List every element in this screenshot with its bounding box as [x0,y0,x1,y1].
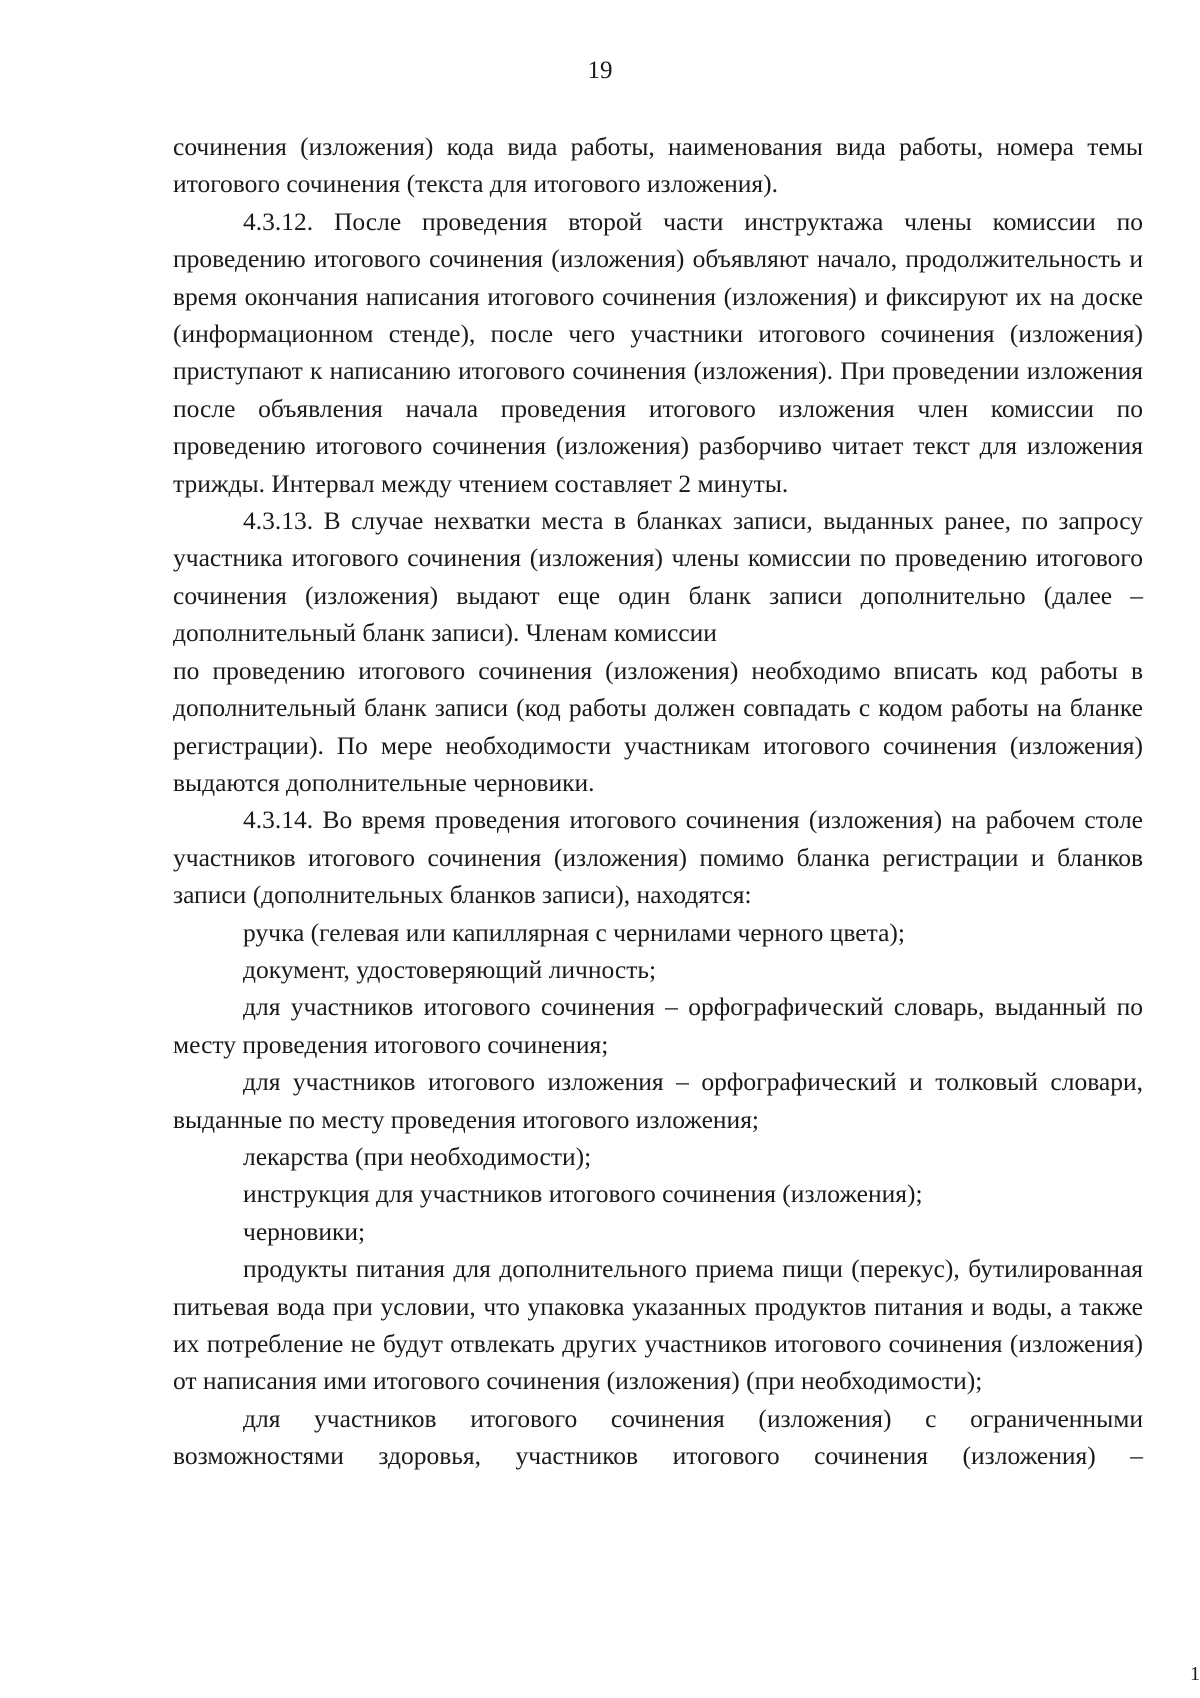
list-item-id-document: документ, удостоверяющий личность; [243,954,657,984]
paragraph-4-3-12: 4.3.12. После проведения второй части инструктажа члены комиссии по проведению итогового сочинения (изложения) объявляют начало, продолжительность и время окончания написания итогового сочинения (изложения) и фиксируют их на доске (информационном стенде), после чего участники итогового сочинения (изложения) приступают к написанию итогового сочинения (изложения). При проведении изложения после объявления начала проведения итогового изложения член комиссии по проведению итогового сочинения (изложения) разборчиво читает текст для изложения трижды. Интервал между чтением составляет 2 минуты. [173,206,1143,498]
list-item-spelling-dictionary: для участников итогового сочинения – орфографический словарь, выданный по месту проведения итогового сочинения; [173,992,1143,1059]
list-item-pen: ручка (гелевая или капиллярная с чернилами черного цвета); [243,917,905,947]
list-item-medicines: лекарства (при необходимости); [243,1141,592,1171]
edge-mark: 1 [1190,1663,1200,1685]
paragraph-4-3-13: 4.3.13. В случае нехватки места в бланках записи, выданных ранее, по запросу участника итогового сочинения (изложения) члены комиссии по проведению итогового сочинения (изложения) выдают еще один бланк записи дополнительно (далее – дополнительный бланк записи). Членам комиссии [173,506,1143,648]
list-item-disabilities: для участников итогового сочинения (изложения) с ограниченными возможностями здоровья, участников итогового сочинения (изложения) – [173,1403,1143,1471]
paragraph-4-3-14: 4.3.14. Во время проведения итогового сочинения (изложения) на рабочем столе участников итогового сочинения (изложения) помимо бланка регистрации и бланков записи (дополнительных бланков записи), находятся: [173,805,1143,910]
page-number: 19 [587,57,613,84]
paragraph-continuation: сочинения (изложения) кода вида работы, наименования вида работы, номера темы итогового сочинения (текста для итогового изложения). [173,132,1143,199]
list-item-instruction: инструкция для участников итогового сочинения (изложения); [243,1179,923,1209]
list-item-food-water: продукты питания для дополнительного приема пищи (перекус), бутилированная питьевая вода при условии, что упаковка указанных продуктов питания и воды, а также их потребление не будут отвлекать других участников итогового сочинения (изложения) от написания ими итогового сочинения (изложения) (при необходимости); [173,1254,1143,1396]
paragraph-4-3-13-continued: по проведению итогового сочинения (изложения) необходимо вписать код работы в дополнительный бланк записи (код работы должен совпадать с кодом работы на бланке регистрации). По мере необходимости участникам итогового сочинения (изложения) выдаются дополнительные черновики. [173,655,1143,797]
list-item-drafts: черновики; [243,1216,366,1246]
document-body [173,128,1143,1475]
list-item-dictionaries: для участников итогового изложения – орфографический и толковый словари, выданные по месту проведения итогового изложения; [173,1067,1143,1134]
